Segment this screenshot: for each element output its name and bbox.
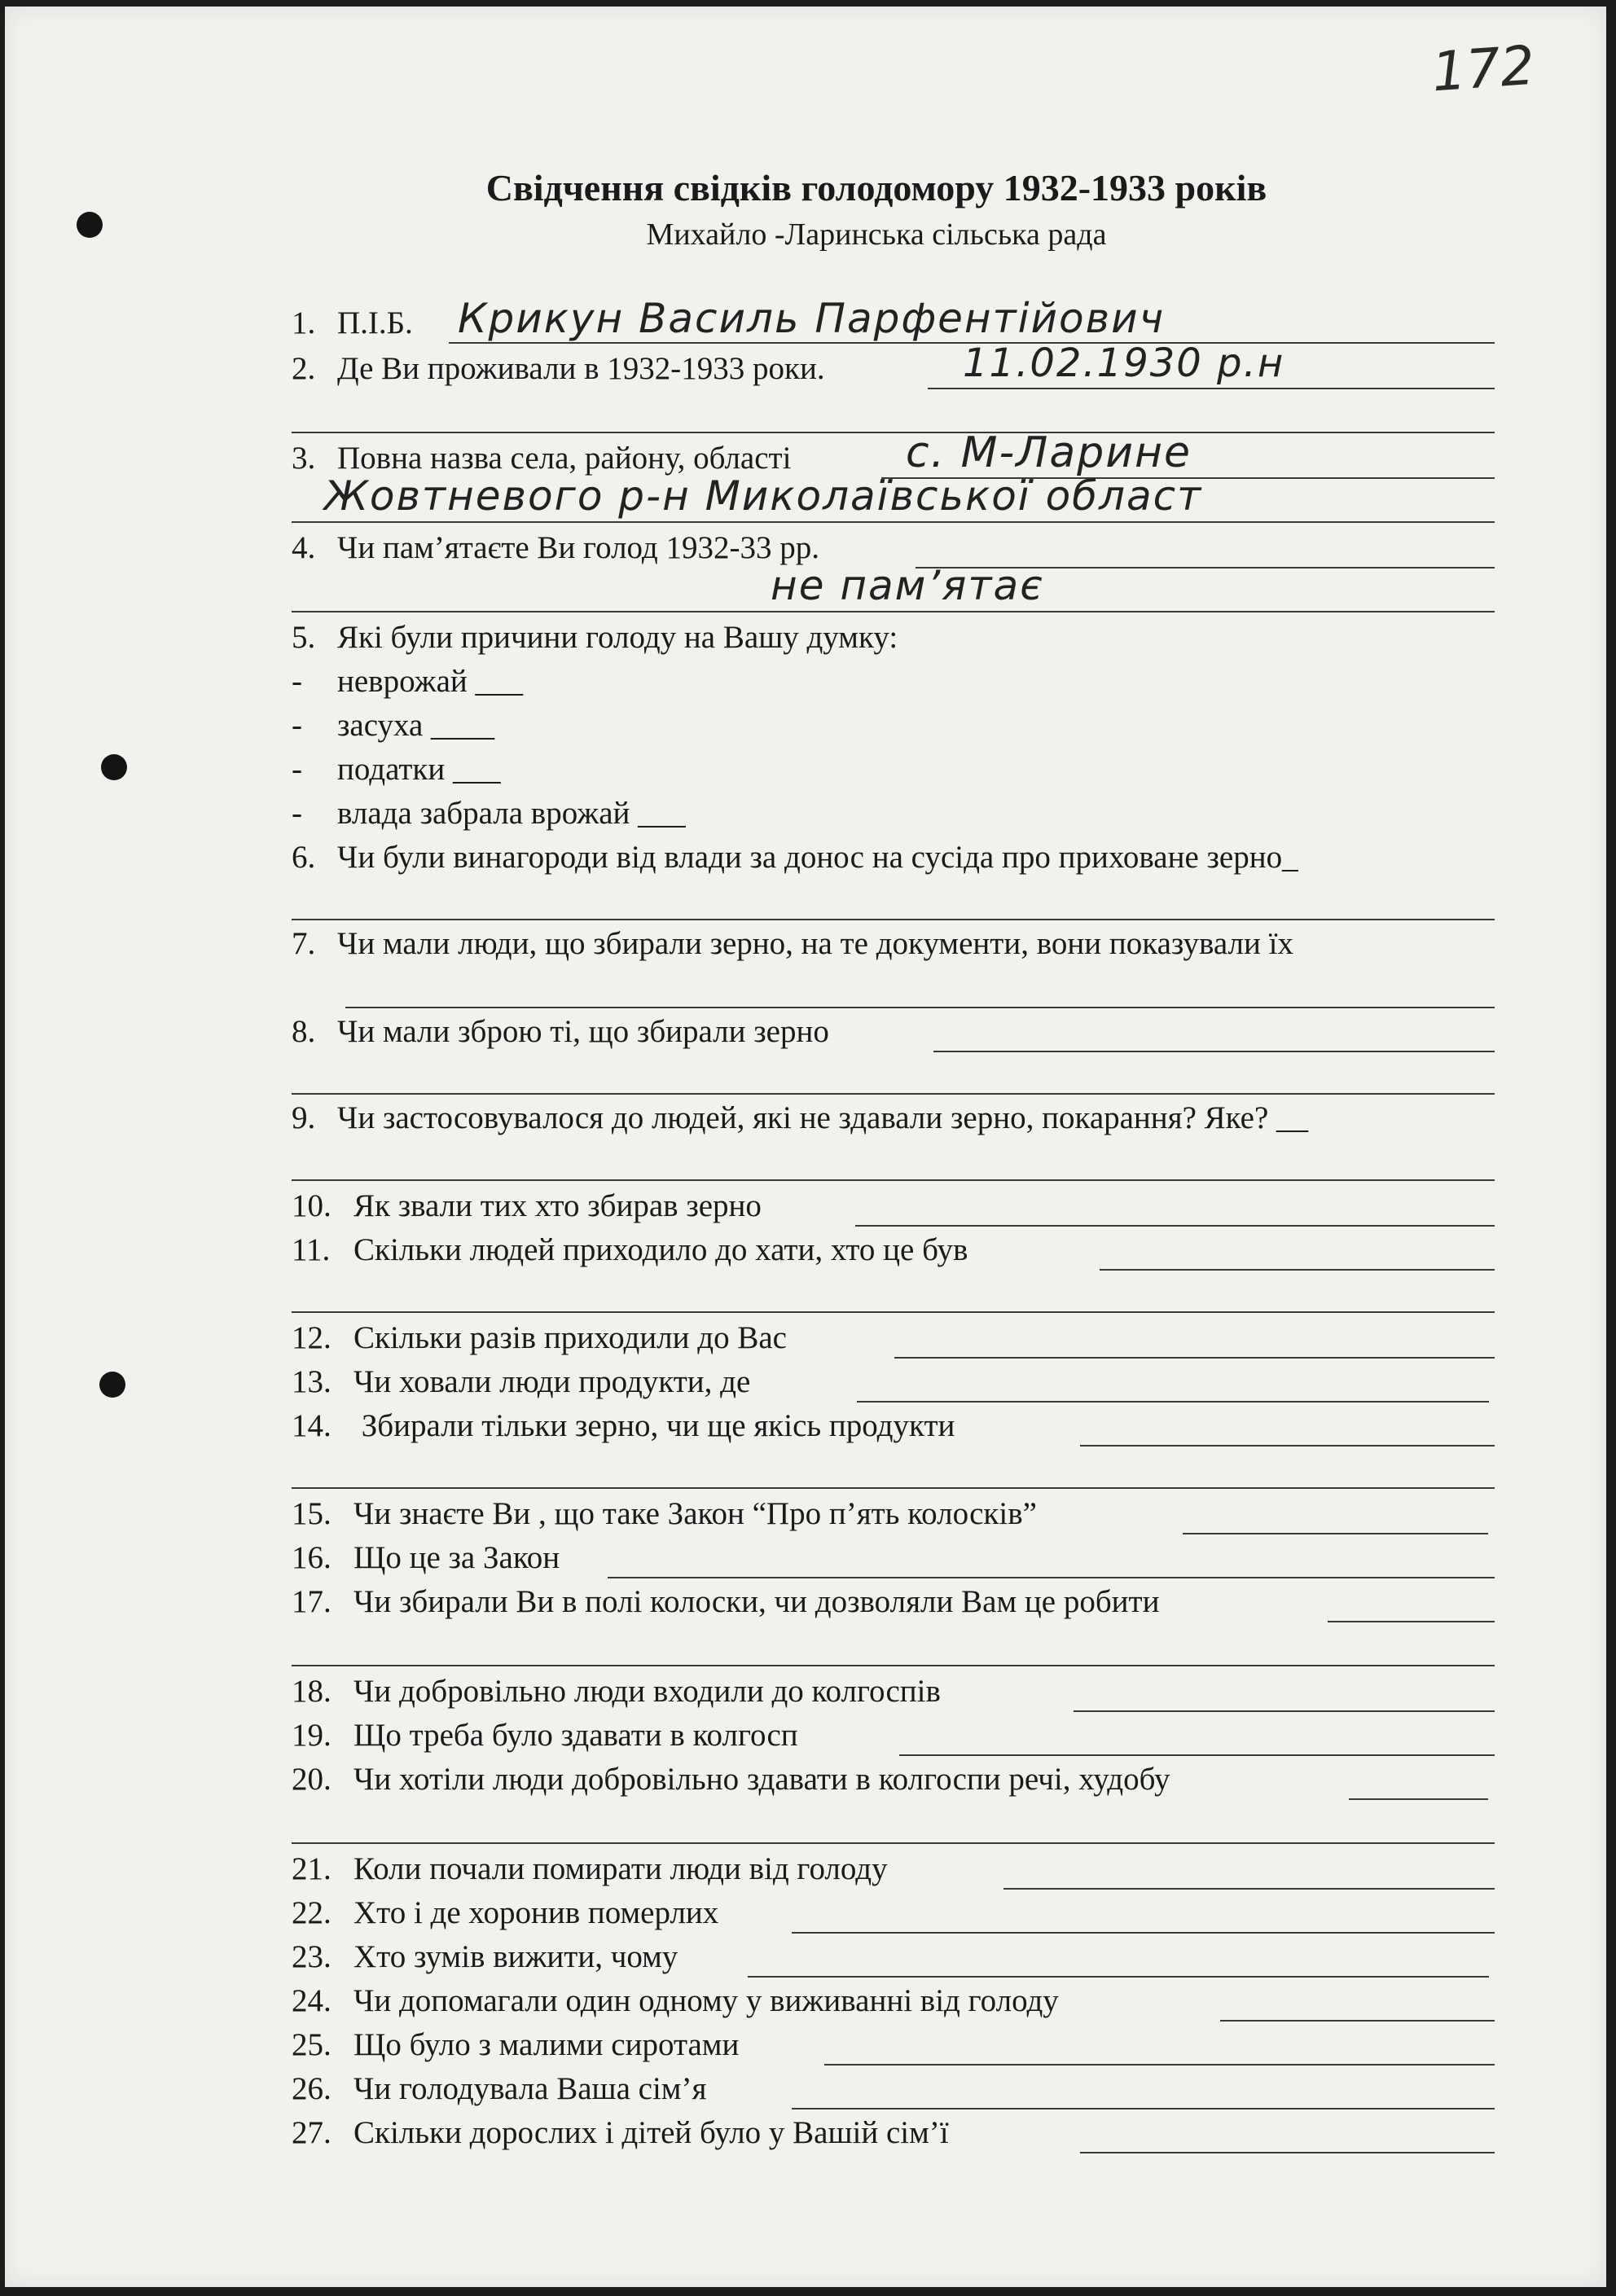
handwritten-answer-village-1: с. М-Ларине xyxy=(906,428,1192,477)
question-13 xyxy=(292,1362,750,1403)
field-number: 1. xyxy=(292,305,316,340)
answer-line-11-2 xyxy=(292,1311,1495,1313)
cause-option-mark: - xyxy=(292,664,302,699)
answer-line-25 xyxy=(824,2064,1495,2066)
archive-page-number: 172 xyxy=(1429,33,1537,104)
answer-line-8 xyxy=(933,1051,1495,1052)
question-12 xyxy=(292,1318,787,1359)
question-number: 22. xyxy=(292,1895,332,1930)
handwritten-answer-remember: не пам’ятає xyxy=(771,562,1044,609)
field-remember xyxy=(292,528,819,569)
answer-line-remember-2 xyxy=(292,611,1495,612)
answer-line-22 xyxy=(792,1932,1495,1934)
question-text: Скільки дорослих і дітей було у Вашій сім’ї xyxy=(354,2115,949,2150)
question-14 xyxy=(292,1406,955,1447)
question-text: Що було з малими сиротами xyxy=(354,2027,740,2062)
question-text: Що це за Закон xyxy=(354,1540,560,1575)
cause-option-label: влада забрала врожай ___ xyxy=(337,796,686,831)
question-text: Чи мали люди, що збирали зерно, на те документи, вони показували їх xyxy=(337,926,1293,961)
question-number: 8. xyxy=(292,1014,316,1049)
question-7 xyxy=(292,924,1293,964)
question-number: 9. xyxy=(292,1100,316,1135)
answer-line-17-2 xyxy=(292,1665,1495,1666)
question-text: Чи голодувала Ваша сім’я xyxy=(354,2071,707,2106)
answer-line-20-2 xyxy=(292,1842,1495,1844)
answer-line-26 xyxy=(792,2108,1495,2109)
question-23 xyxy=(292,1937,678,1978)
question-number: 14. xyxy=(292,1408,332,1443)
answer-line-10 xyxy=(855,1225,1495,1227)
question-number: 16. xyxy=(292,1540,332,1575)
question-text: Чи збирали Ви в полі колоски, чи дозволяли Вам це робити xyxy=(354,1584,1160,1619)
cause-option-label: неврожай ___ xyxy=(337,664,524,699)
question-18 xyxy=(292,1671,941,1712)
answer-line-18 xyxy=(1074,1710,1495,1712)
cause-option-label: засуха ____ xyxy=(337,708,495,743)
punch-hole-middle xyxy=(101,754,127,780)
question-27 xyxy=(292,2113,949,2153)
question-text: Збирали тільки зерно, чи ще якісь продукти xyxy=(354,1408,955,1443)
answer-line-11 xyxy=(1100,1269,1495,1271)
answer-line-residence xyxy=(928,388,1495,389)
answer-line-17 xyxy=(1328,1621,1495,1622)
handwritten-answer-village-2: Жовтневого р-н Миколаївської област xyxy=(324,472,1203,520)
answer-line-15 xyxy=(1183,1533,1488,1534)
question-22 xyxy=(292,1893,718,1934)
field-pib xyxy=(292,303,413,344)
document-title: Свідчення свідків голодомору 1932-1933 років xyxy=(485,167,1267,209)
question-number: 23. xyxy=(292,1939,332,1974)
question-text: Чи знаєте Ви , що таке Закон “Про п’ять колосків” xyxy=(354,1496,1037,1531)
cause-option xyxy=(292,661,523,702)
question-text: Чи хотіли люди добровільно здавати в колгоспи речі, худобу xyxy=(354,1762,1170,1797)
question-number: 15. xyxy=(292,1496,332,1531)
question-number: 6. xyxy=(292,840,316,875)
handwritten-answer-pib: Крикун Василь Парфентійович xyxy=(458,295,1166,342)
question-15 xyxy=(292,1494,1037,1534)
answer-line-residence-2 xyxy=(292,432,1495,433)
question-6 xyxy=(292,837,1298,878)
question-number: 19. xyxy=(292,1718,332,1753)
cause-option-mark: - xyxy=(292,752,302,787)
question-20 xyxy=(292,1759,1170,1800)
cause-option-mark: - xyxy=(292,708,302,743)
field-label: Чи пам’ятаєте Ви голод 1932-33 рр. xyxy=(337,530,819,565)
question-number: 26. xyxy=(292,2071,332,2106)
cause-option-mark: - xyxy=(292,796,302,831)
cause-option xyxy=(292,705,494,746)
field-residence xyxy=(292,349,825,389)
question-text: Чи застосовувалося до людей, які не здавали зерно, покарання? Яке? __ xyxy=(337,1100,1309,1135)
field-number: 2. xyxy=(292,351,316,386)
question-10 xyxy=(292,1186,762,1227)
question-number: 13. xyxy=(292,1364,332,1399)
question-9 xyxy=(292,1098,1308,1139)
question-17 xyxy=(292,1582,1159,1622)
question-number: 18. xyxy=(292,1674,332,1709)
question-number: 27. xyxy=(292,2115,332,2150)
answer-line-9 xyxy=(292,1179,1495,1181)
answer-line-6 xyxy=(292,919,1495,920)
answer-line-13 xyxy=(857,1401,1489,1403)
question-text: Скільки людей приходило до хати, хто це був xyxy=(354,1232,968,1267)
question-text: Чи мали зброю ті, що збирали зерно xyxy=(337,1014,829,1049)
question-text: Скільки разів приходили до Вас xyxy=(354,1320,787,1355)
question-text: Чи допомагали один одному у виживанні від голоду xyxy=(354,1983,1059,2018)
question-number: 10. xyxy=(292,1188,332,1223)
question-number: 25. xyxy=(292,2027,332,2062)
question-number: 24. xyxy=(292,1983,332,2018)
question-number: 11. xyxy=(292,1232,331,1267)
field-label: Повна назва села, району, області xyxy=(337,441,792,476)
cause-option xyxy=(292,749,501,790)
question-number: 17. xyxy=(292,1584,332,1619)
answer-line-7 xyxy=(345,1007,1495,1008)
answer-line-19 xyxy=(899,1754,1495,1756)
question-19 xyxy=(292,1715,798,1756)
question-number: 12. xyxy=(292,1320,332,1355)
answer-line-24 xyxy=(1220,2020,1495,2022)
questionnaire-page xyxy=(5,7,1606,2287)
question-text: Що треба було здавати в колгосп xyxy=(354,1718,798,1753)
question-24 xyxy=(292,1981,1059,2022)
document-subtitle: Михайло -Ларинська сільська рада xyxy=(646,217,1107,252)
field-number: 5. xyxy=(292,620,316,655)
field-number: 4. xyxy=(292,530,316,565)
field-label: Які були причини голоду на Вашу думку: xyxy=(337,620,898,655)
question-text: Чи були винагороди від влади за донос на сусіда про приховане зерно_ xyxy=(337,840,1298,875)
handwritten-answer-residence: 11.02.1930 р.н xyxy=(963,340,1285,386)
field-number: 3. xyxy=(292,441,316,476)
answer-line-12 xyxy=(894,1357,1495,1359)
cause-option xyxy=(292,793,686,834)
answer-line-27 xyxy=(1080,2152,1495,2153)
answer-line-21 xyxy=(1003,1888,1495,1890)
field-causes xyxy=(292,617,898,658)
punch-hole-bottom xyxy=(99,1372,125,1398)
question-number: 21. xyxy=(292,1851,332,1886)
cause-option-label: податки ___ xyxy=(337,752,501,787)
question-text: Хто і де хоронив померлих xyxy=(354,1895,719,1930)
question-number: 7. xyxy=(292,926,316,961)
answer-line-16 xyxy=(608,1577,1495,1578)
field-label: Де Ви проживали в 1932-1933 роки. xyxy=(337,351,825,386)
answer-line-8-2 xyxy=(292,1093,1495,1095)
question-8 xyxy=(292,1012,829,1052)
question-26 xyxy=(292,2069,706,2109)
question-11 xyxy=(292,1230,968,1271)
question-21 xyxy=(292,1849,888,1890)
answer-line-14 xyxy=(1080,1445,1495,1447)
question-text: Чи добровільно люди входили до колгоспів xyxy=(354,1674,941,1709)
question-text: Як звали тих хто збирав зерно xyxy=(354,1188,762,1223)
question-text: Чи ховали люди продукти, де xyxy=(354,1364,751,1399)
answer-line-14-2 xyxy=(292,1487,1495,1489)
answer-line-23 xyxy=(748,1976,1489,1978)
question-text: Коли почали помирати люди від голоду xyxy=(354,1851,888,1886)
question-25 xyxy=(292,2025,739,2066)
answer-line-20 xyxy=(1349,1798,1488,1800)
question-text: Хто зумів вижити, чому xyxy=(354,1939,678,1974)
question-16 xyxy=(292,1538,560,1578)
answer-line-village-2 xyxy=(292,521,1495,523)
question-number: 20. xyxy=(292,1762,332,1797)
field-label: П.І.Б. xyxy=(337,305,413,340)
